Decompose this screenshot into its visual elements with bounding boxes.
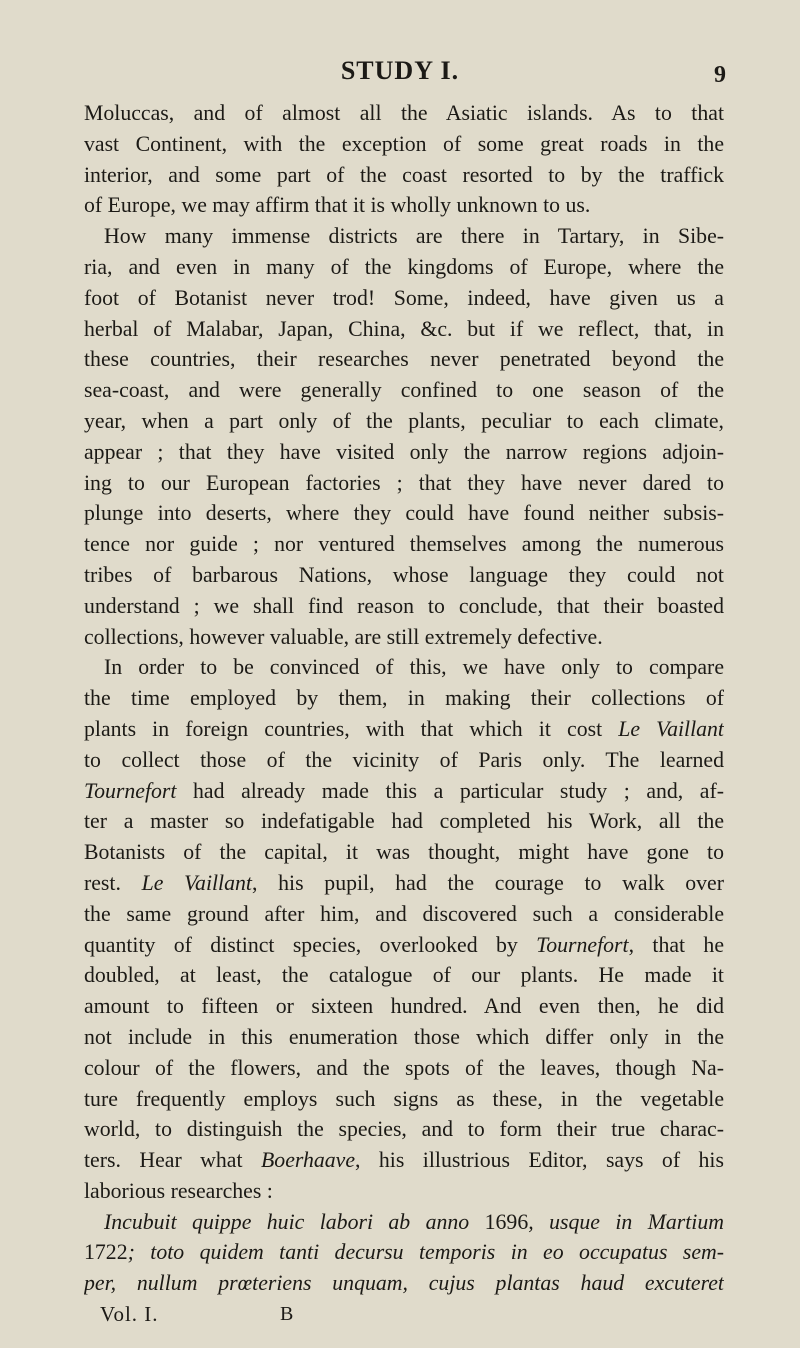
text-segment: quantity of distinct species, overlooked by xyxy=(84,932,537,957)
text-line: Botanists of the capital, it was thought, might have gone to xyxy=(84,840,724,865)
quote-text: , usque in Martium xyxy=(528,1209,724,1234)
text-segment: , his pupil, had the courage to walk over xyxy=(251,870,724,895)
text-line: year, when a part only of the plants, peculiar to each climate, xyxy=(84,408,724,433)
text-line: How many immense districts are there in Tartary, in Sibe- xyxy=(104,224,724,249)
volume-mark: Vol. I. xyxy=(100,1302,159,1327)
page-footer xyxy=(84,1299,724,1329)
italic-name: Tournefort xyxy=(84,778,177,803)
text-segment: , that he xyxy=(628,932,724,957)
latin-quotation xyxy=(84,1207,724,1299)
signature-mark: B xyxy=(280,1303,294,1326)
text-line: laborious researches : xyxy=(84,1178,273,1203)
text-line: tribes of barbarous Nations, whose language they could not xyxy=(84,562,724,587)
paragraph xyxy=(84,98,724,221)
text-line xyxy=(84,868,724,899)
text-line: world, to distinguish the species, and to form their true charac- xyxy=(84,1117,724,1142)
text-line: ria, and even in many of the kingdoms of Europe, where the xyxy=(84,254,724,279)
page-number: 9 xyxy=(714,62,726,88)
text-line xyxy=(84,1237,724,1268)
text-line: appear ; that they have visited only the narrow regions adjoin- xyxy=(84,439,724,464)
quote-text: Incubuit quippe huic labori ab anno xyxy=(104,1209,485,1234)
text-line: herbal of Malabar, Japan, China, &c. but if we reflect, that, in xyxy=(84,316,724,341)
text-line: these countries, their researches never penetrated beyond the xyxy=(84,347,724,372)
text-line: amount to fifteen or sixteen hundred. And even then, he did xyxy=(84,994,724,1019)
text-line: doubled, at least, the catalogue of our plants. He made it xyxy=(84,963,724,988)
text-line: Moluccas, and of almost all the Asiatic islands. As to that xyxy=(84,101,724,125)
quote-year: 1696 xyxy=(484,1209,529,1234)
text-line: ture frequently employs such signs as these, in the vegetable xyxy=(84,1086,724,1111)
page-header xyxy=(0,56,800,96)
text-segment: , his illustrious Editor, says of his xyxy=(355,1148,724,1173)
quote-text: ; toto quidem tanti decursu temporis in eo occupatus sem- xyxy=(127,1240,724,1265)
text-line: In order to be convinced of this, we have only to compare xyxy=(104,655,724,680)
text-line: interior, and some part of the coast resorted to by the traffick xyxy=(84,162,724,187)
text-line: ter a master so indefatigable had completed his Work, all the xyxy=(84,809,724,834)
text-line: ing to our European factories ; that they have never dared to xyxy=(84,470,724,495)
text-line: sea-coast, and were generally confined to one season of the xyxy=(84,378,724,403)
text-line xyxy=(84,776,724,807)
text-segment: ters. Hear what xyxy=(84,1148,261,1173)
italic-name: Tournefort xyxy=(536,932,629,957)
running-head: STUDY I. xyxy=(340,56,460,85)
text-line: of Europe, we may affirm that it is wholly unknown to us. xyxy=(84,193,591,218)
text-line xyxy=(84,1207,724,1238)
text-segment: had already made this a particular study ; and, af- xyxy=(176,778,724,803)
text-segment: plants in foreign countries, with that which it cost xyxy=(84,716,619,741)
quote-text: per, nullum prœteriens unquam, cujus plantas haud excuteret xyxy=(84,1271,724,1296)
text-line: the same ground after him, and discovered such a considerable xyxy=(84,901,724,926)
text-line: to collect those of the vicinity of Paris only. The learned xyxy=(84,747,724,772)
italic-name: Le Vaillant xyxy=(618,716,724,741)
text-line xyxy=(84,714,724,745)
italic-name: Boerhaave xyxy=(260,1148,356,1173)
text-segment: rest. xyxy=(84,870,142,895)
text-line: understand ; we shall find reason to conclude, that their boasted xyxy=(84,593,724,618)
text-line: the time employed by them, in making their collections of xyxy=(84,686,724,711)
text-line: foot of Botanist never trod! Some, indeed, have given us a xyxy=(84,285,724,310)
text-line xyxy=(84,1268,724,1299)
text-line: not include in this enumeration those which differ only in the xyxy=(84,1024,724,1049)
text-line: tence nor guide ; nor ventured themselves among the numerous xyxy=(84,532,724,557)
text-line xyxy=(84,1145,724,1176)
text-line: vast Continent, with the exception of some great roads in the xyxy=(84,131,724,156)
quote-year: 1722 xyxy=(84,1240,128,1265)
text-line xyxy=(84,930,724,961)
text-line: colour of the flowers, and the spots of the leaves, though Na- xyxy=(84,1055,724,1080)
text-line: plunge into deserts, where they could have found neither subsis- xyxy=(84,501,724,526)
paragraph xyxy=(84,652,724,1206)
body-text xyxy=(84,98,724,1329)
paragraph xyxy=(84,221,724,652)
text-line: collections, however valuable, are still extremely defective. xyxy=(84,624,603,649)
italic-name: Le Vaillant xyxy=(141,870,252,895)
